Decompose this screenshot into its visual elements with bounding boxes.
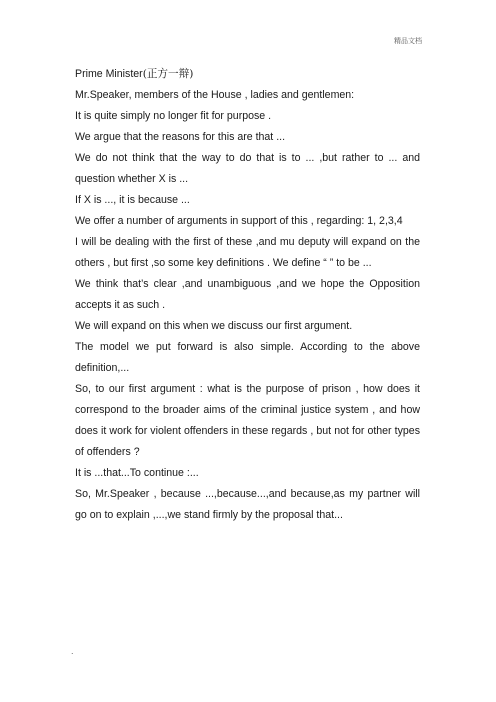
paragraph: So, Mr.Speaker , because ...,because...,and because,as my partner will go on to explain ,...,we stand firmly by the proposal that... bbox=[75, 488, 420, 521]
title-cn-text: (正方一辩) bbox=[142, 68, 194, 80]
header-label: 精品文档 bbox=[394, 37, 422, 45]
document-title bbox=[75, 64, 420, 85]
paragraph: We think that’s clear ,and unambiguous ,and we hope the Opposition accepts it as such . bbox=[75, 278, 420, 311]
paragraph: It is ...that...To continue :... bbox=[75, 467, 199, 479]
title-text: Prime Minister bbox=[75, 68, 143, 80]
paragraph-salutation: Mr.Speaker, members of the House , ladies and gentlemen: bbox=[75, 89, 355, 101]
paragraph: So, to our first argument : what is the purpose of prison , how does it correspond to the broader aims of the criminal justice system , and how does it work for violent offenders in these regards , but not for other types of offenders ? bbox=[75, 383, 420, 458]
paragraph: I will be dealing with the first of these ,and mu deputy will expand on the others , but first ,so some key definitions . We define “ ” to be ... bbox=[75, 236, 420, 269]
paragraph: If X is ..., it is because ... bbox=[75, 194, 190, 206]
paragraph: It is quite simply no longer fit for purpose . bbox=[75, 110, 272, 122]
paragraph: We offer a number of arguments in support of this , regarding: 1, 2,3,4 bbox=[75, 215, 403, 227]
document-body bbox=[75, 64, 420, 526]
paragraph: The model we put forward is also simple. According to the above definition,... bbox=[75, 341, 420, 374]
paragraph: We do not think that the way to do that is to ... ,but rather to ... and question whether X is ... bbox=[75, 152, 420, 185]
paragraph: We argue that the reasons for this are that ... bbox=[75, 131, 286, 143]
paragraph: We will expand on this when we discuss our first argument. bbox=[75, 320, 353, 332]
footer-mark: . bbox=[71, 646, 74, 656]
